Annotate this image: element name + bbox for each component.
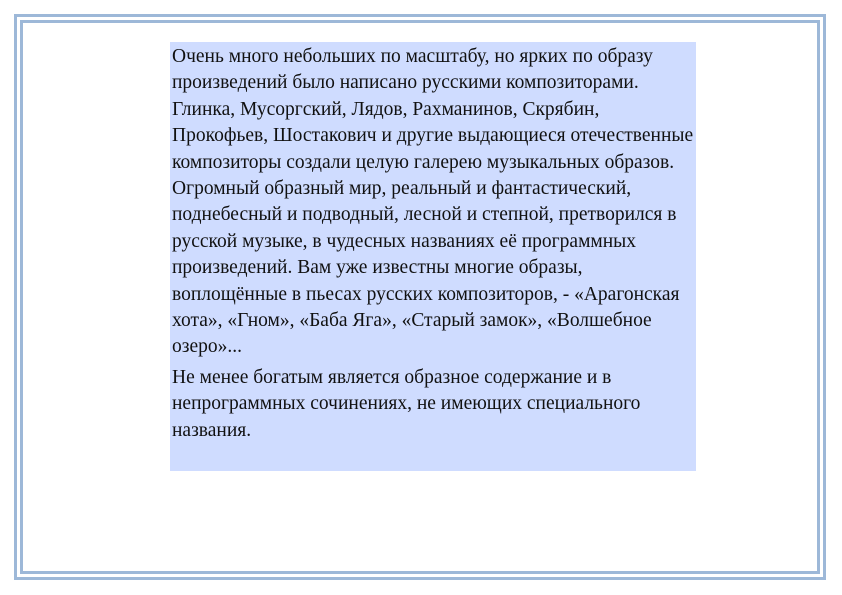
paragraph-2: Не менее богатым является образное содержание и в непрограммных сочинениях, не имеющих специального названия. bbox=[172, 366, 641, 441]
paragraph-1: Очень много небольших по масштабу, но ярких по образу произведений было написано русскими композиторами. Глинка, Мусоргский, Лядов, Рахманинов, Скрябин, Прокофьев, Шостакович и другие выдающиеся отечественные композиторы создали целую галерею музыкальных образов. Огромный образный мир, реальный и фантастический, поднебесный и подводный, лесной и степной, претворился в русской музыке, в чудесных названиях её программных произведений. Вам уже известны многие образы, воплощённые в пьесах русских композиторов, - «Арагонская хота», «Гном», «Баба Яга», «Старый замок», «Волшебное озеро»... bbox=[172, 46, 694, 358]
text-block bbox=[170, 42, 696, 471]
